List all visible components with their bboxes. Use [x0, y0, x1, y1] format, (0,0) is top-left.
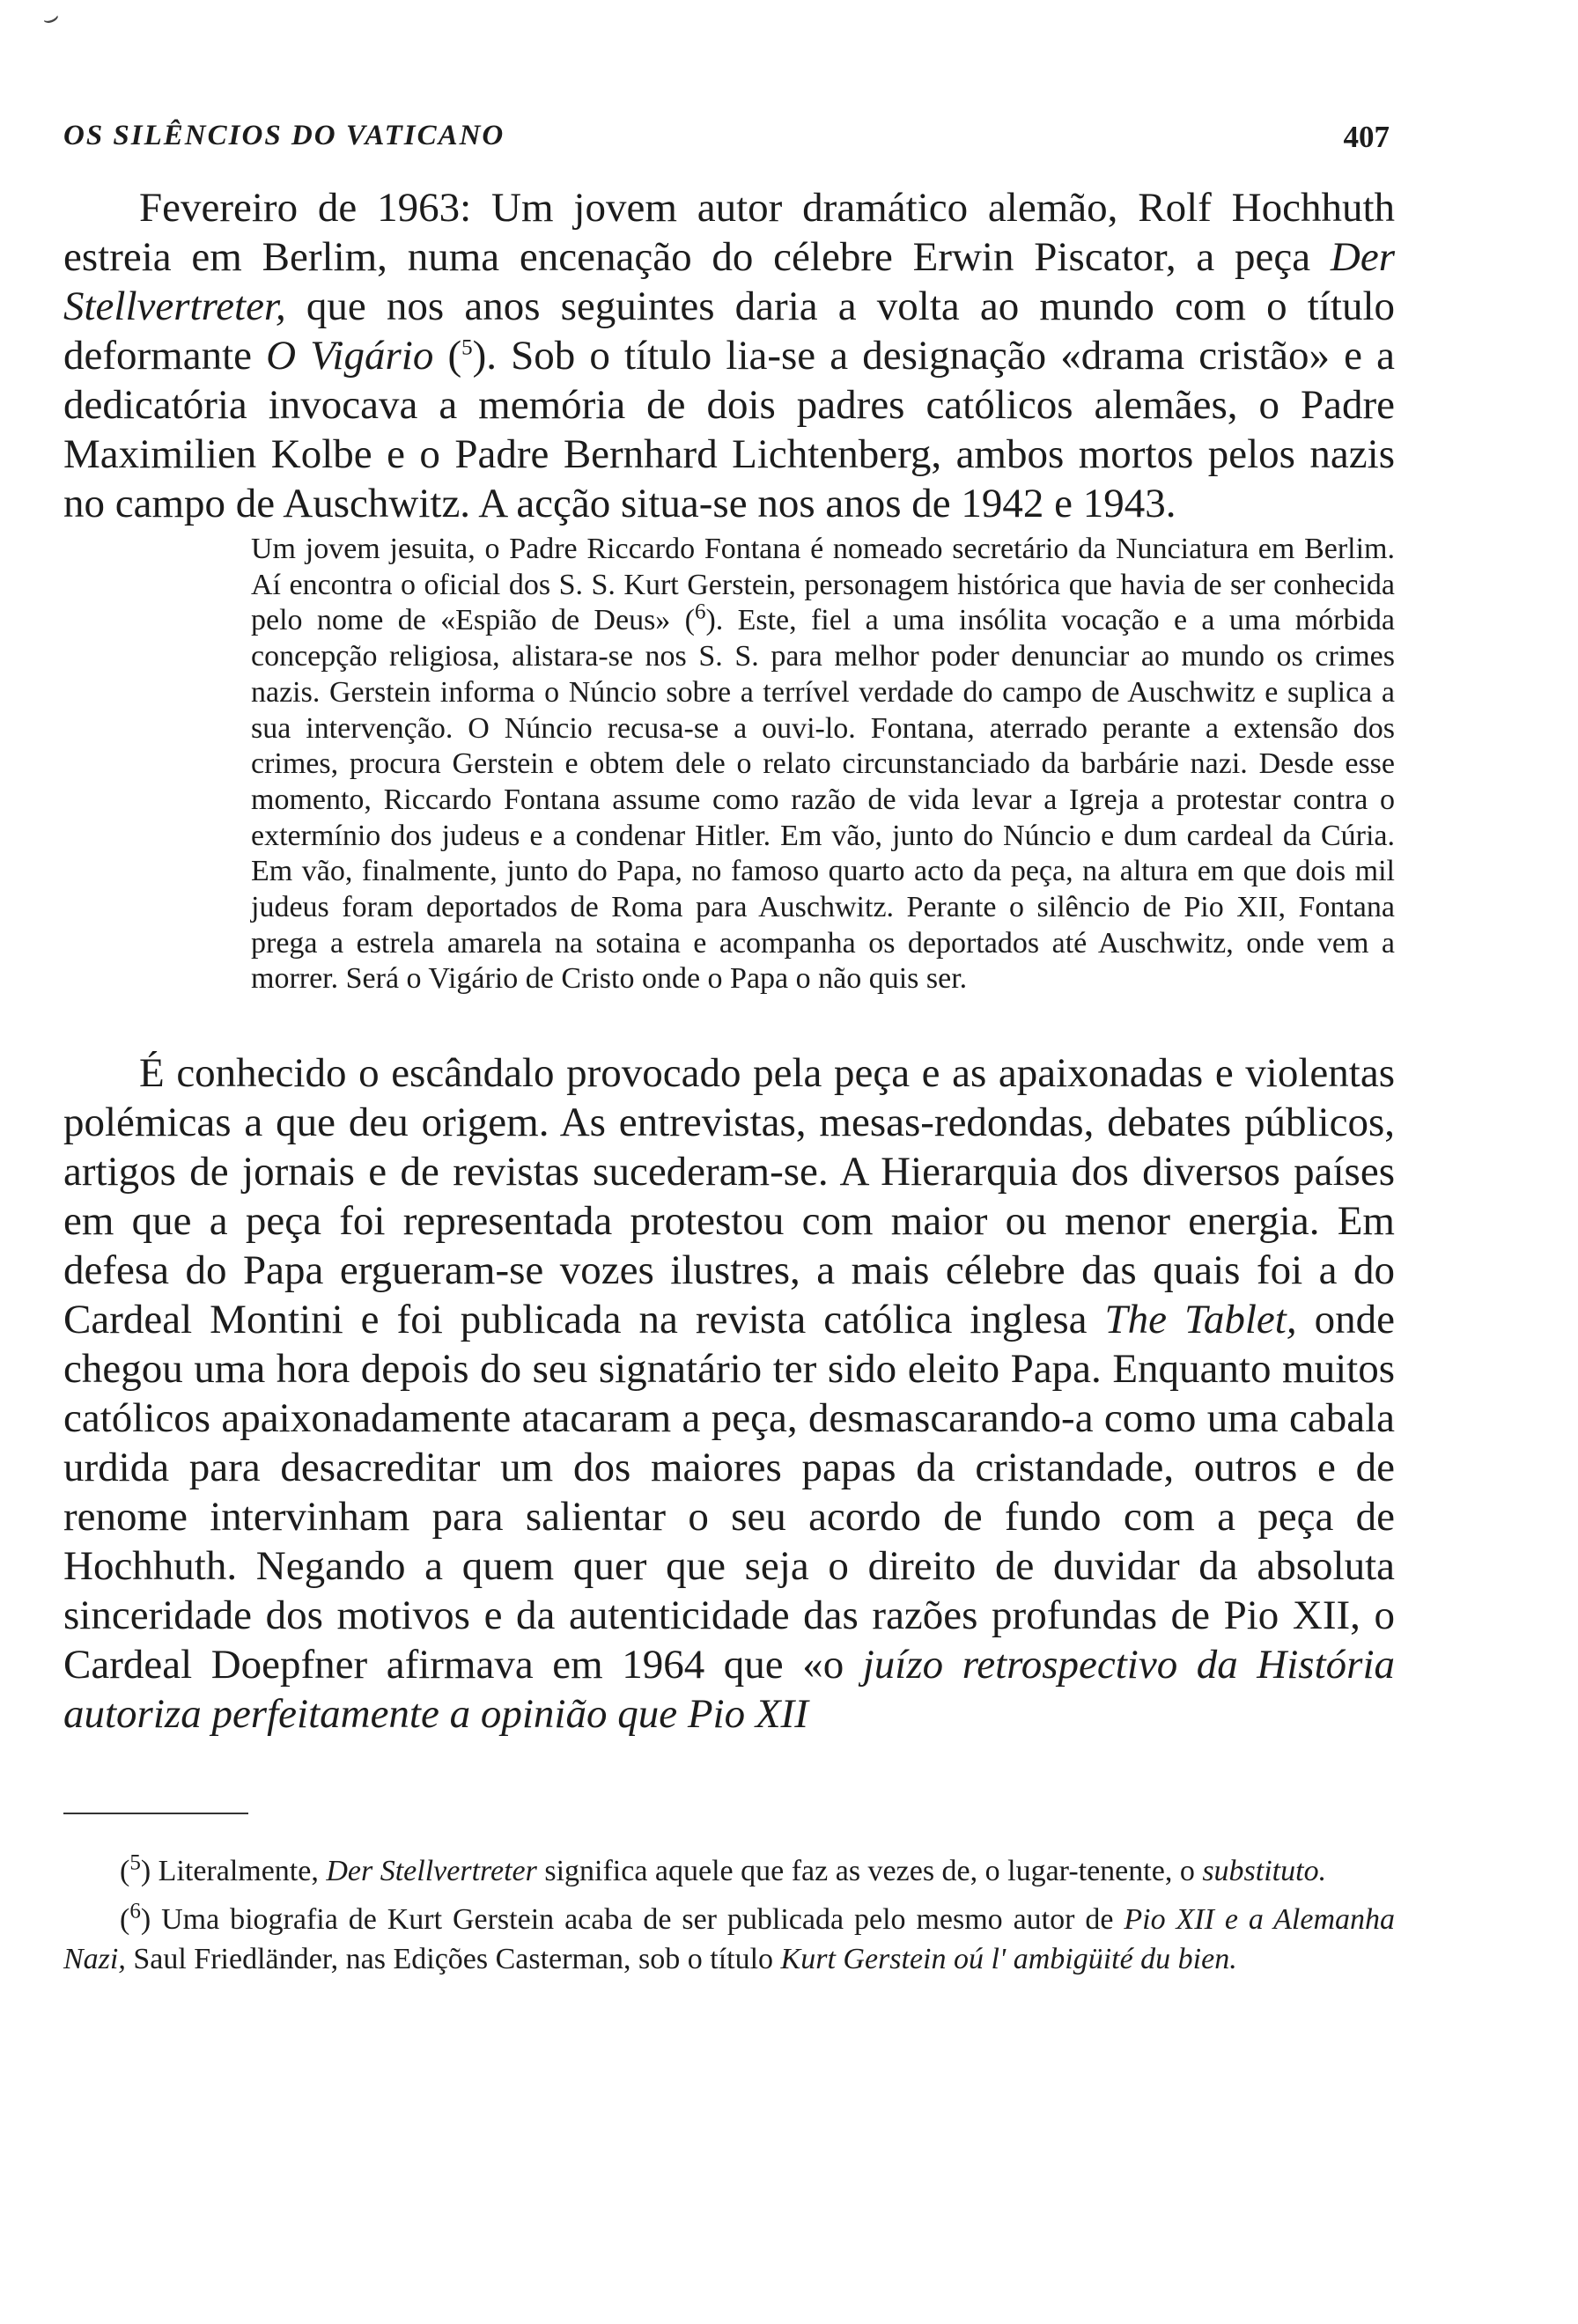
- running-title: OS SILÊNCIOS DO VATICANO: [63, 120, 505, 151]
- text-run: Uma biografia de Kurt Gerstein acaba de ser publicada pelo mesmo autor de: [161, 1903, 1125, 1937]
- footnote-reference-5: 5: [461, 335, 473, 360]
- footnote-book-title: Pio XII e a Alemanha Nazi,: [63, 1903, 1396, 1976]
- book-page: [63, 106, 1395, 1988]
- footnote-reference-6: 6: [694, 600, 706, 625]
- footnote-book-title: Kurt Gerstein oú l' ambigüité du bien.: [780, 1943, 1237, 1976]
- text-run: ). Sob o título lia-se a designação «drama cristão» e a dedicatória invocava a memória de dois padres católicos alemães, o Padre Maximilien Kolbe e o Padre Bernhard Lichtenberg, ambos mortos pelos nazis no campo de Auschwitz. A acção situa-se nos anos de 1942 e 1943.: [63, 333, 1396, 526]
- paragraph-intro: [63, 183, 1395, 528]
- text-run: Fevereiro de 1963: Um jovem autor dramático alemão, Rolf Hochhuth estreia em Berlim, numa encenação do célebre Erwin Piscator, a peça: [63, 185, 1395, 280]
- journal-title: The Tablet,: [1104, 1297, 1297, 1343]
- footnote-title: Der Stellvertreter: [326, 1855, 537, 1888]
- pencil-mark: ⌣: [37, 1, 64, 35]
- footnote-word: substituto.: [1202, 1855, 1327, 1888]
- footnote-rule: [63, 1813, 248, 1814]
- footnote-5: ($^5$) Literalmente, Der Stellvertreter significa aquele que faz as vezes de, o lugar-tenente, o substituto.: [120, 1850, 1327, 1888]
- footnote-6: ($^6$) Uma biografia de Kurt Gerstein acaba de ser publicada pelo mesmo autor de Pio XII e a Alemanha Nazi, Saul Friedländer, nas Edições Casterman, sob o título Kurt Gerstein oú l' ambigüité du bien.: [63, 1899, 1396, 1976]
- paragraph-controversy: [63, 1048, 1395, 1739]
- running-head: [63, 106, 1395, 162]
- synopsis-block: [251, 532, 1395, 997]
- cardinal-quote: juízo retrospectivo da História autoriza perfeitamente a opinião que Pio XII: [63, 1642, 1396, 1738]
- text-run: que nos anos seguintes daria a volta ao mundo com o título deformante: [63, 283, 1395, 379]
- text-run: Saul Friedländer, nas Edições Casterman, sob o título: [125, 1943, 781, 1976]
- text-run: Um jovem jesuita, o Padre Riccardo Fontana é nomeado secretário da Nunciatura em Berlim. Aí encontra o oficial dos S. S. Kurt Gerstein, personagem histórica que havia de ser conhecida pelo nome de «Espião de Deus» (: [251, 533, 1395, 637]
- text-run: significa aquele que faz as vezes de, o lugar-tenente, o: [536, 1855, 1203, 1888]
- text-run: (: [433, 333, 462, 379]
- text-run: É conhecido o escândalo provocado pela peça e as apaixonadas e violentas polémicas a que deu origem. As entrevistas, mesas-redondas, debates públicos, artigos de jornais e de revistas sucederam-se. A Hierarquia dos diversos países em que a peça foi representada protestou com maior ou menor energia. Em defesa do Papa ergueram-se vozes ilustres, a mais célebre das quais foi a do Cardeal Montini e foi publicada na revista católica inglesa: [63, 1050, 1395, 1343]
- text-run: Literalmente,: [158, 1855, 327, 1888]
- text-run: ). Este, fiel a uma insólita vocação e a uma mórbida concepção religiosa, alistara-se nos S. S. para melhor poder denunciar ao mundo os crimes nazis. Gerstein informa o Núncio sobre a terrível verdade do campo de Auschwitz e suplica a sua intervenção. O Núncio recusa-se a ouvi-lo. Fontana, aterrado perante a extensão dos crimes, procura Gerstein e obtem dele o relato circunstanciado da barbárie nazi. Desde esse momento, Riccardo Fontana assume como razão de vida levar a Igreja a protestar contra o extermínio dos judeus e a condenar Hitler. Em vão, junto do Núncio e dum cardeal da Cúria. Em vão, finalmente, junto do Papa, no famoso quarto acto da peça, na altura em que dois mil judeus foram deportados de Roma para Auschwitz. Perante o silêncio de Pio XII, Fontana prega a estrela amarela na sotaina e acompanha os deportados até Auschwitz, onde vem a morrer. Será o Vigário de Cristo onde o Papa o não quis ser.: [251, 604, 1395, 996]
- footnotes: [63, 1851, 1395, 1979]
- text-run: onde chegou uma hora depois do seu signatário ter sido eleito Papa. Enquanto muitos católicos apaixonadamente atacaram a peça, desmascarando-a como uma cabala urdida para desacreditar um dos maiores papas da cristandade, outros e de renome intervinham para salientar o seu acordo de fundo com a peça de Hochhuth. Negando a quem quer que seja o direito de duvidar da absoluta sinceridade dos motivos e da autenticidade das razões profundas de Pio XII, o Cardeal Doepfner afirmava em 1964 que «o: [63, 1297, 1395, 1688]
- footnote-marker: 5: [129, 1850, 141, 1875]
- footnote-marker: 6: [129, 1899, 141, 1923]
- page-number: 407: [1343, 120, 1390, 154]
- play-title: Der Stellvertreter,: [63, 234, 1395, 329]
- play-title-translation: O Vigário: [266, 333, 434, 379]
